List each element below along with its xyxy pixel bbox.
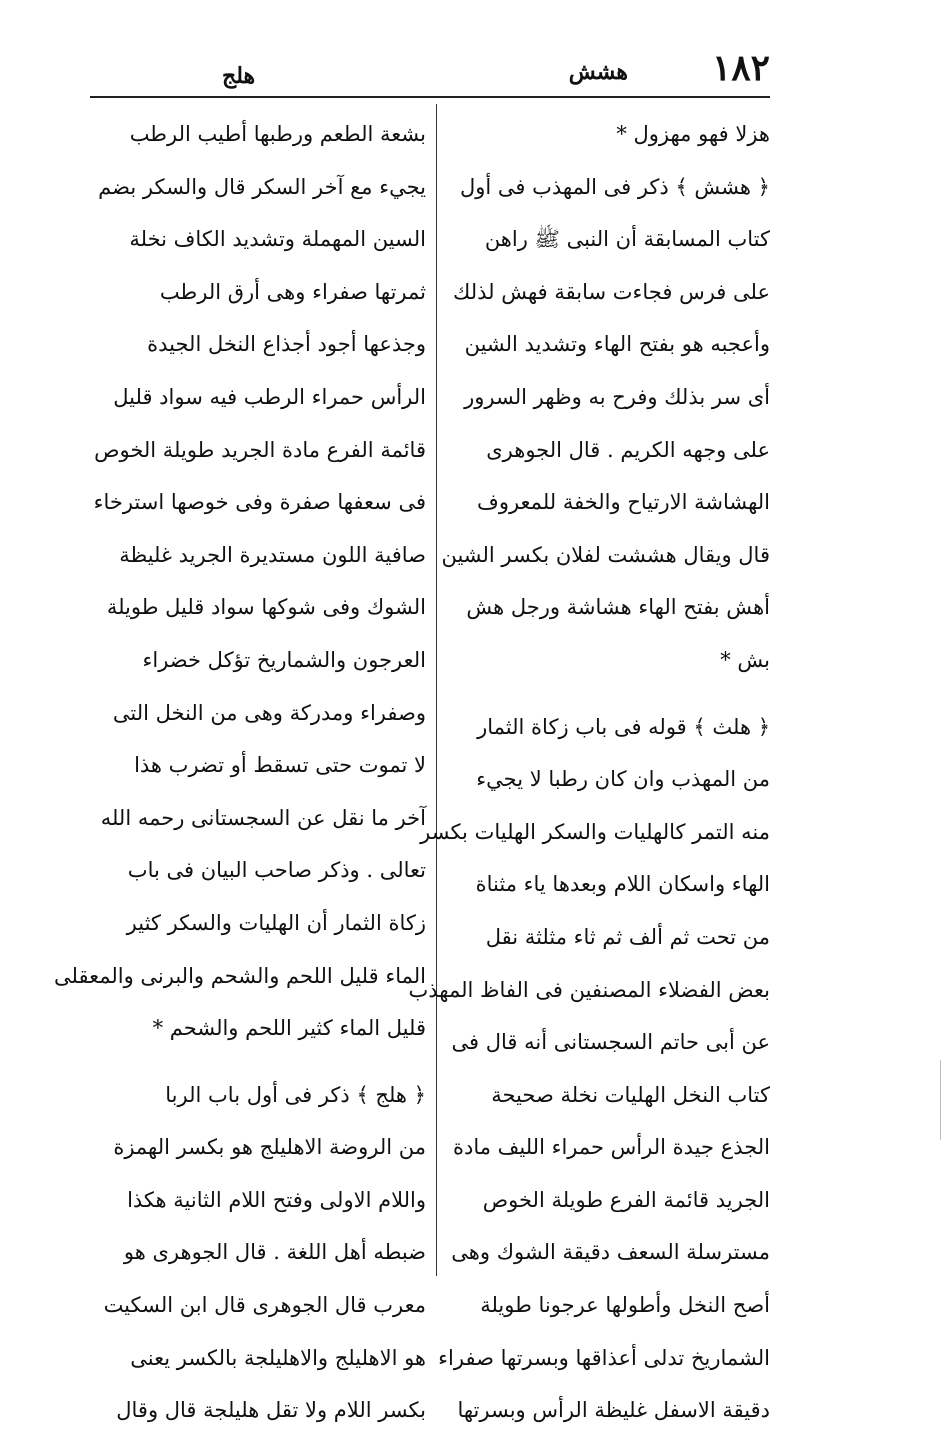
text-line: لا تموت حتى تسقط أو تضرب هذا — [134, 753, 426, 778]
text-line: عن أبى حاتم السجستانى أنه قال فى — [451, 1030, 770, 1055]
text-line: الشوك وفى شوكها سواد قليل طويلة — [106, 595, 426, 620]
running-head-left: هلج — [222, 63, 256, 89]
text-line: الشماريخ تدلى أعذاقها وبسرتها صفراء — [438, 1345, 770, 1370]
text-line: قليل الماء كثير اللحم والشحم * — [152, 1016, 426, 1041]
text-column-left — [54, 108, 426, 1437]
text-line: السين المهملة وتشديد الكاف نخلة — [129, 227, 426, 252]
text-line: تعالى . وذكر صاحب البيان فى باب — [127, 858, 426, 883]
text-line: الجذع جيدة الرأس حمراء الليف مادة — [452, 1135, 770, 1160]
text-line: على وجهه الكريم . قال الجوهرى — [486, 437, 770, 462]
text-line: منه التمر كالهليات والسكر الهليات بكسر — [420, 819, 770, 844]
text-line: أى سر بذلك وفرح به وظهر السرور — [464, 384, 770, 409]
text-line: قائمة الفرع مادة الجريد طويلة الخوص — [94, 437, 426, 462]
text-line: واللام الاولى وفتح اللام الثانية هكذا — [127, 1187, 426, 1212]
text-line: بكسر اللام ولا تقل هليلجة قال وقال — [116, 1398, 426, 1423]
text-line: وجذعها أجود أجذاع النخل الجيدة — [147, 332, 426, 357]
text-line: ثمرتها صفراء وهى أرق الرطب — [159, 279, 426, 304]
text-line: أصح النخل وأطولها عرجونا طويلة — [480, 1293, 770, 1318]
page-number: ١٨٢ — [711, 47, 770, 89]
running-head-right: هشش — [568, 59, 628, 85]
text-line: قال ويقال هششت لفلان بكسر الشين — [441, 542, 770, 567]
text-line: الهشاشة الارتياح والخفة للمعروف — [477, 490, 770, 515]
scan-edge-mark — [940, 1060, 941, 1140]
text-line: من تحت ثم ألف ثم ثاء مثلثة نقل — [485, 924, 770, 949]
text-line: كتاب المسابقة أن النبى ﷺ راهن — [484, 227, 770, 252]
header-rule — [90, 96, 770, 98]
text-line: بعض الفضلاء المصنفين فى الفاظ المهذب — [408, 977, 770, 1002]
text-line: هو الاهليلج والاهليلجة بالكسر يعنى — [130, 1345, 426, 1370]
text-line: من الروضة الاهليلج هو بكسر الهمزة — [113, 1135, 426, 1160]
text-line: العرجون والشماريخ تؤكل خضراء — [142, 647, 426, 672]
column-divider — [436, 104, 437, 1276]
text-line: كتاب النخل الهليات نخلة صحيحة — [491, 1082, 770, 1107]
text-line: يجيء مع آخر السكر قال والسكر بضم — [98, 174, 426, 199]
text-line: ﴿ هلث ﴾ قوله فى باب زكاة الثمار — [477, 714, 770, 739]
text-line: ضبطه أهل اللغة . قال الجوهرى هو — [123, 1240, 426, 1265]
text-line: معرب قال الجوهرى قال ابن السكيت — [103, 1293, 426, 1318]
text-line: وصفراء ومدركة وهى من النخل التى — [112, 700, 426, 725]
text-line: ﴿ هلج ﴾ ذكر فى أول باب الربا — [165, 1082, 426, 1107]
text-line: الهاء واسكان اللام وبعدها ياء مثناة — [475, 872, 770, 897]
text-line: آخر ما نقل عن السجستانى رحمه الله — [100, 805, 426, 830]
text-line: هزلا فهو مهزول * — [616, 122, 770, 146]
text-line: أهش بفتح الهاء هشاشة ورجل هش — [466, 595, 770, 620]
text-line: مسترسلة السعف دقيقة الشوك وهى — [451, 1240, 770, 1265]
text-line: الرأس حمراء الرطب فيه سواد قليل — [113, 384, 426, 409]
text-column-right — [408, 108, 770, 1437]
text-line: دقيقة الاسفل غليظة الرأس وبسرتها — [457, 1398, 770, 1423]
text-line: الجريد قائمة الفرع طويلة الخوص — [482, 1187, 770, 1212]
text-line: بشعة الطعم ورطبها أطيب الرطب — [129, 122, 426, 146]
text-line: من المهذب وان كان رطبا لا يجيء — [476, 767, 770, 792]
text-line: صافية اللون مستديرة الجريد غليظة — [119, 542, 426, 567]
text-line: وأعجبه هو بفتح الهاء وتشديد الشين — [464, 332, 770, 357]
text-line: بش * — [720, 647, 770, 672]
text-line: على فرس فجاءت سابقة فهش لذلك — [453, 279, 770, 304]
text-line: زكاة الثمار أن الهليات والسكر كثير — [126, 910, 426, 935]
text-line: فى سعفها صفرة وفى خوصها استرخاء — [93, 490, 426, 515]
text-line: الماء قليل اللحم والشحم والبرنى والمعقلى — [54, 963, 426, 988]
page-header — [90, 48, 770, 94]
text-line: ﴿ هشش ﴾ ذكر فى المهذب فى أول — [459, 174, 770, 199]
